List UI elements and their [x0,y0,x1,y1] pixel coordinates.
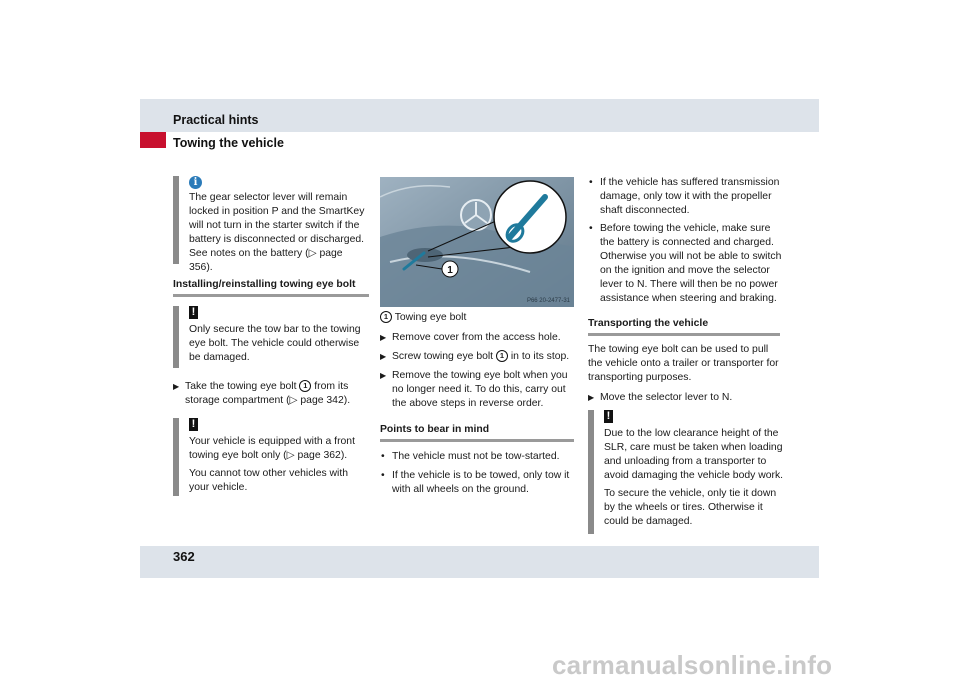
subsection-title: Towing the vehicle [173,136,284,150]
heading-transport: Transporting the vehicle [588,318,780,336]
warning-note-3-text-2: To secure the vehicle, only tie it down by the wheels or tires. Otherwise it could be damaged. [604,488,777,527]
step-arrow-icon: ▶ [380,352,387,361]
bullet-battery: • Before towing the vehicle, make sure the battery is connected and charged. Otherwise you will not be able to switch on the ignition and move the selector lever to N. There will then be no power assistance when steering and braking. [589,223,782,304]
step-take-bolt: ▶ Take the towing eye bolt 1 from its storage compartment (▷ page 342). [173,381,351,406]
callout-number: 1 [496,350,508,362]
warning-icon: ! [189,306,198,319]
footer-band [140,546,819,578]
towing-eye-photo [380,177,574,307]
bullet-no-tow-start: • The vehicle must not be tow-started. [381,451,560,462]
step-arrow-icon: ▶ [380,371,387,380]
callout-number: 1 [299,380,311,392]
bullet-icon: • [589,223,593,234]
photo-caption: 1 Towing eye bolt [380,311,576,325]
heading-install: Installing/reinstalling towing eye bolt [173,279,369,297]
step-arrow-icon: ▶ [380,333,387,342]
warning-note-1-text: Only secure the tow bar to the towing eye bolt. The vehicle could otherwise be damaged. [189,324,361,363]
bullet-icon: • [381,470,385,481]
warning-note-2 [173,418,369,496]
warning-icon: ! [604,410,613,423]
step-move-selector: ▶ Move the selector lever to N. [588,392,733,403]
bullet-icon: • [381,451,385,462]
warning-note-2-text-1: Your vehicle is equipped with a front towing eye bolt only (▷ page 362). [189,436,355,461]
step-remove-bolt: ▶ Remove the towing eye bolt when you no longer need it. To do this, carry out the above steps in reverse order. [380,370,568,409]
heading-points: Points to bear in mind [380,424,574,442]
info-note-text: The gear selector lever will remain locked in position P and the SmartKey will not turn in the starter switch if the battery is disconnected or discharged. See notes on the battery (▷ page 356). [189,192,365,273]
warning-note-3-text-1: Due to the low clearance height of the SLR, care must be taken when loading and unloading from a transporter to avoid damaging the vehicle body work. [604,428,784,481]
transport-text: The towing eye bolt can be used to pull the vehicle onto a trailer or transporter for transporting purposes. [588,344,779,383]
warning-note-3 [588,410,784,534]
photo-callout-number: 1 [447,265,453,276]
step-arrow-icon: ▶ [588,393,595,402]
step-screw-bolt: ▶ Screw towing eye bolt 1 in to its stop. [380,351,570,362]
info-icon: i [189,176,202,189]
warning-note-1 [173,306,369,368]
warning-note-2-text-2: You cannot tow other vehicles with your vehicle. [189,468,349,493]
page-number: 362 [173,549,195,564]
step-remove-cover: ▶ Remove cover from the access hole. [380,332,561,343]
warning-icon: ! [189,418,198,431]
step-arrow-icon: ▶ [173,382,180,391]
section-title: Practical hints [173,113,259,127]
towing-eye-illustration [380,177,574,307]
caption-number: 1 [380,311,392,323]
info-note [173,176,369,273]
section-marker [140,132,166,148]
bullet-icon: • [589,177,593,188]
watermark: carmanualsonline.info [552,650,833,680]
bullet-transmission: • If the vehicle has suffered transmission damage, only tow it with the propeller shaft disconnected. [589,177,780,216]
bullet-all-wheels: • If the vehicle is to be towed, only tow it with all wheels on the ground. [381,470,570,495]
photo-code: P66 20-2477-31 [526,298,570,304]
